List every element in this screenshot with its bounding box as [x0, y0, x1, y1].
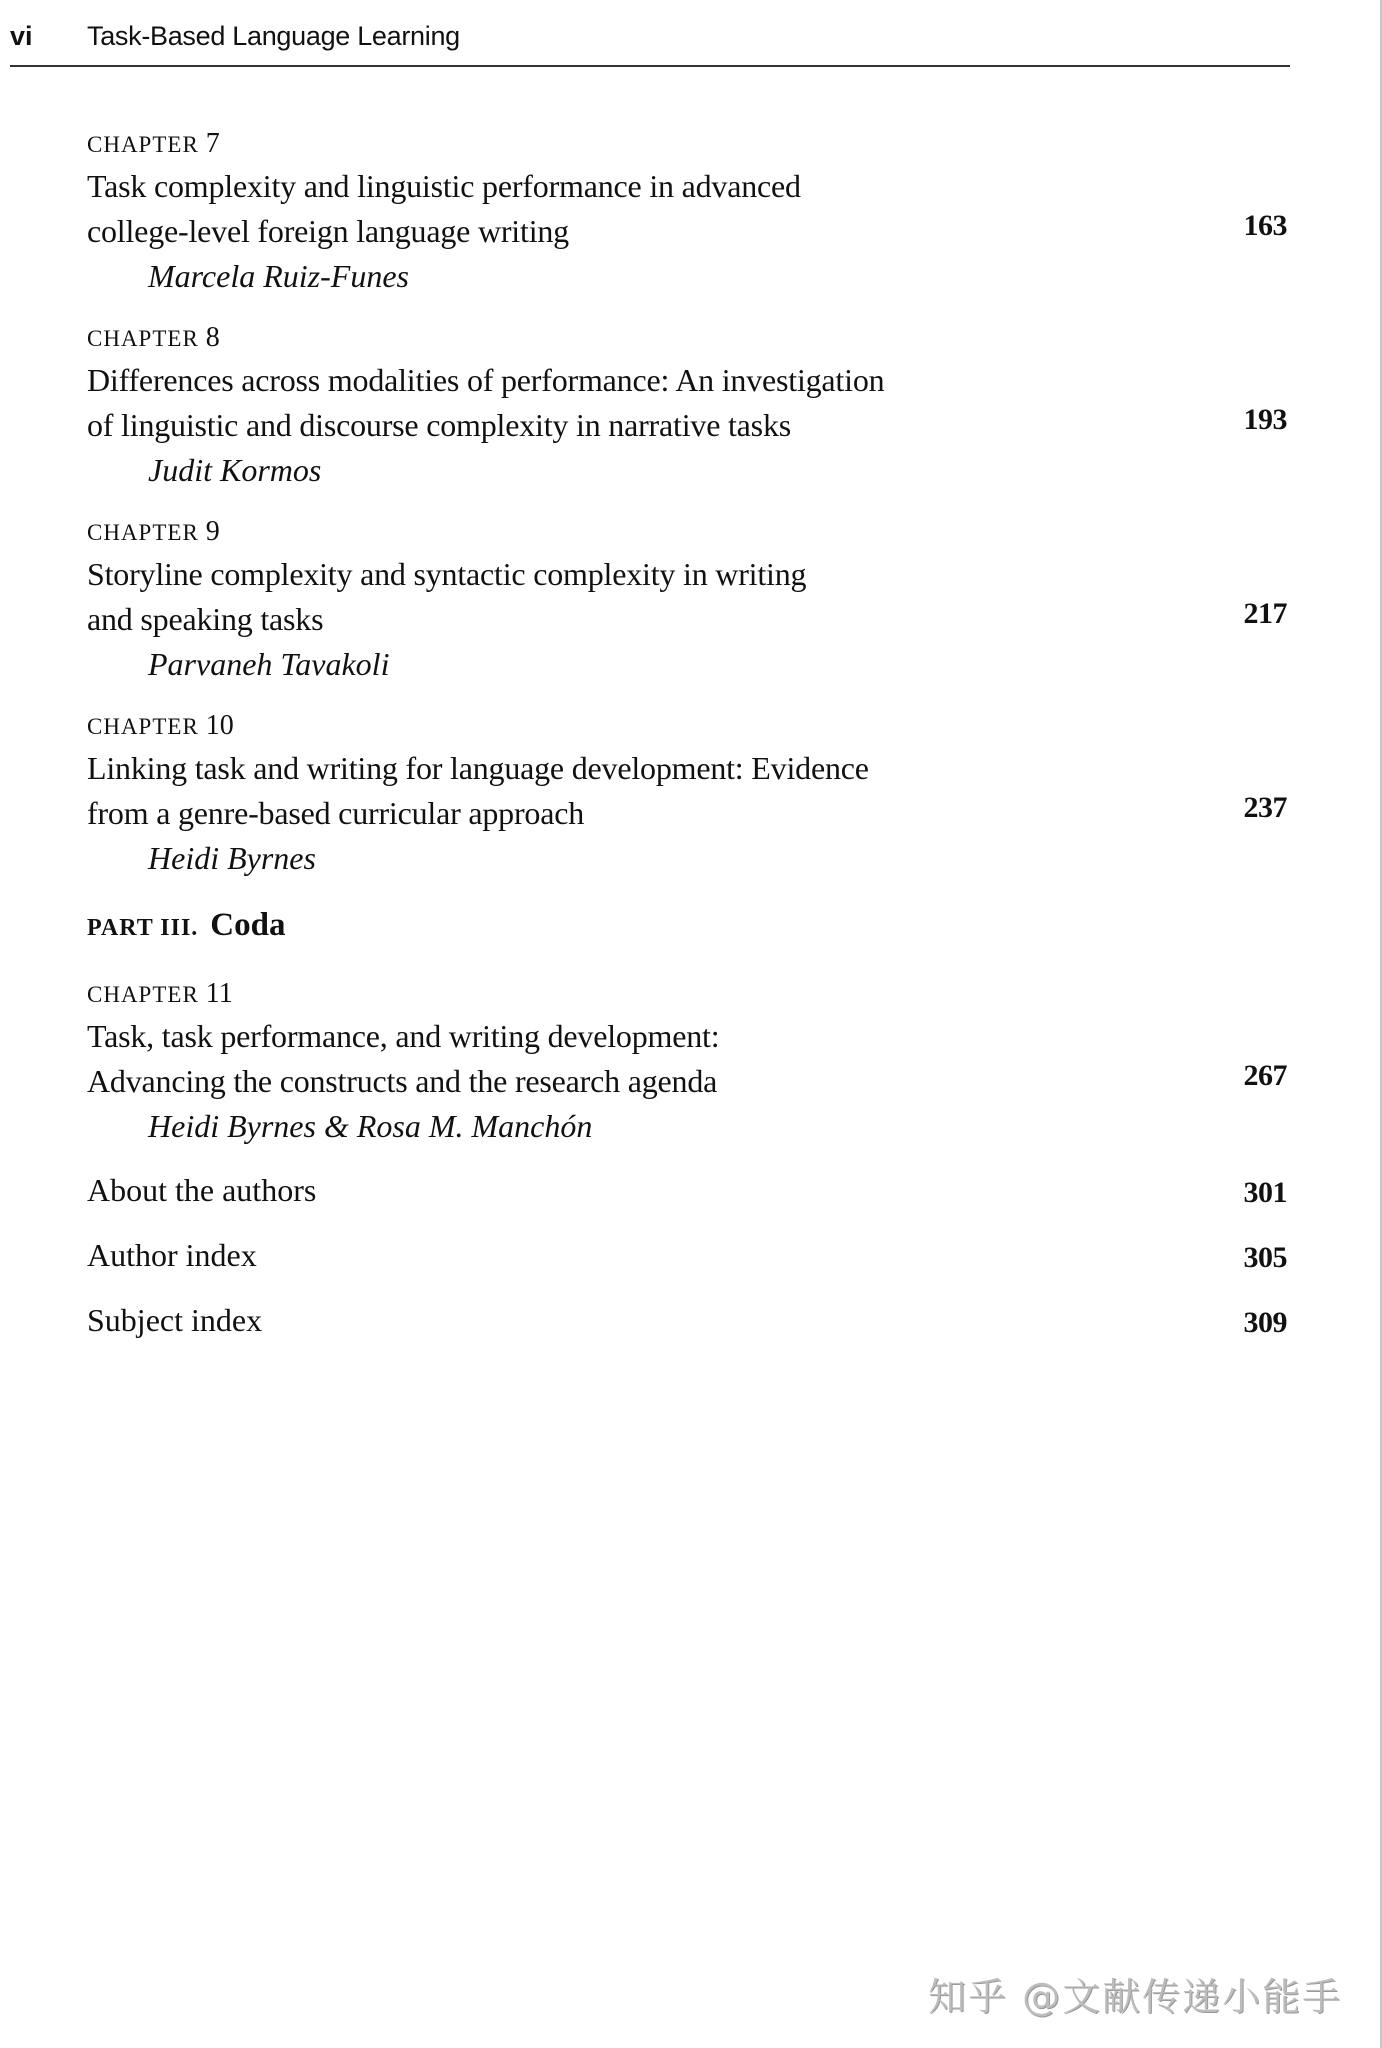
- page-ref: 237: [1243, 791, 1287, 824]
- chapter-title-line: Advancing the constructs and the research agenda: [87, 1063, 718, 1099]
- chapter-title-line: from a genre-based curricular approach: [87, 795, 585, 831]
- chapter-word: CHAPTER: [87, 520, 199, 545]
- page-ref: 301: [1243, 1176, 1287, 1209]
- chapter-authors: Heidi Byrnes & Rosa M. Manchón: [148, 1108, 593, 1144]
- chapter-number: 7: [205, 128, 220, 159]
- chapter-authors: Marcela Ruiz-Funes: [148, 258, 409, 294]
- chapter-title-line: Task, task performance, and writing development:: [87, 1018, 720, 1054]
- toc-entry-chapter-8[interactable]: [87, 318, 1287, 493]
- chapter-title-line: Linking task and writing for language development: Evidence: [87, 750, 869, 786]
- toc-entry-chapter-11[interactable]: [87, 974, 1287, 1149]
- entry-title: About the authors: [87, 1172, 317, 1208]
- toc-entry-chapter-10[interactable]: [87, 706, 1287, 881]
- chapter-label: [87, 318, 1287, 358]
- book-title: Task-Based Language Learning: [87, 21, 460, 51]
- chapter-label: [87, 124, 1287, 164]
- toc-entry-subject-index[interactable]: [87, 1298, 1287, 1343]
- chapter-authors: Heidi Byrnes: [148, 840, 316, 876]
- chapter-word: CHAPTER: [87, 714, 199, 739]
- chapter-title: [87, 358, 1287, 448]
- page-ref: 193: [1243, 403, 1287, 436]
- page-ref: 267: [1243, 1059, 1287, 1092]
- chapter-authors: Judit Kormos: [148, 452, 322, 488]
- chapter-number: 10: [205, 710, 234, 741]
- chapter-title-line: of linguistic and discourse complexity in narrative tasks: [87, 407, 791, 443]
- chapter-number: 9: [205, 516, 220, 547]
- chapter-word: CHAPTER: [87, 982, 199, 1007]
- part-label: PART III.: [87, 915, 199, 941]
- chapter-number: 11: [205, 978, 233, 1009]
- page-ref: 217: [1243, 597, 1287, 630]
- part-heading[interactable]: [87, 900, 1287, 953]
- part-title: Coda: [210, 907, 286, 943]
- chapter-title: [87, 746, 1287, 836]
- running-head: [10, 18, 1290, 68]
- chapter-number: 8: [205, 322, 220, 353]
- page-ref: 305: [1243, 1241, 1287, 1274]
- chapter-title-line: Task complexity and linguistic performance in advanced: [87, 168, 801, 204]
- watermark: 知乎 @文献传递小能手: [928, 1975, 1343, 2019]
- chapter-title: [87, 164, 1287, 254]
- chapter-title: [87, 552, 1287, 642]
- chapter-title-line: Differences across modalities of performance: An investigation: [87, 362, 885, 398]
- table-of-contents: [87, 124, 1287, 1363]
- chapter-authors: Parvaneh Tavakoli: [148, 646, 390, 682]
- chapter-title-line: and speaking tasks: [87, 601, 324, 637]
- page-ref: 309: [1243, 1306, 1287, 1339]
- chapter-label: [87, 512, 1287, 552]
- toc-entry-chapter-7[interactable]: [87, 124, 1287, 299]
- chapter-label: [87, 706, 1287, 746]
- header-rule: [10, 65, 1290, 67]
- toc-entry-chapter-9[interactable]: [87, 512, 1287, 687]
- chapter-title-line: Storyline complexity and syntactic complexity in writing: [87, 556, 807, 592]
- chapter-title-line: college-level foreign language writing: [87, 213, 569, 249]
- chapter-word: CHAPTER: [87, 132, 199, 157]
- entry-title: Author index: [87, 1237, 257, 1273]
- chapter-word: CHAPTER: [87, 326, 199, 351]
- chapter-label: [87, 974, 1287, 1014]
- page-number: vi: [10, 21, 33, 51]
- chapter-title: [87, 1014, 1287, 1104]
- page-ref: 163: [1243, 209, 1287, 242]
- toc-entry-about-authors[interactable]: [87, 1168, 1287, 1213]
- entry-title: Subject index: [87, 1302, 263, 1338]
- toc-entry-author-index[interactable]: [87, 1233, 1287, 1278]
